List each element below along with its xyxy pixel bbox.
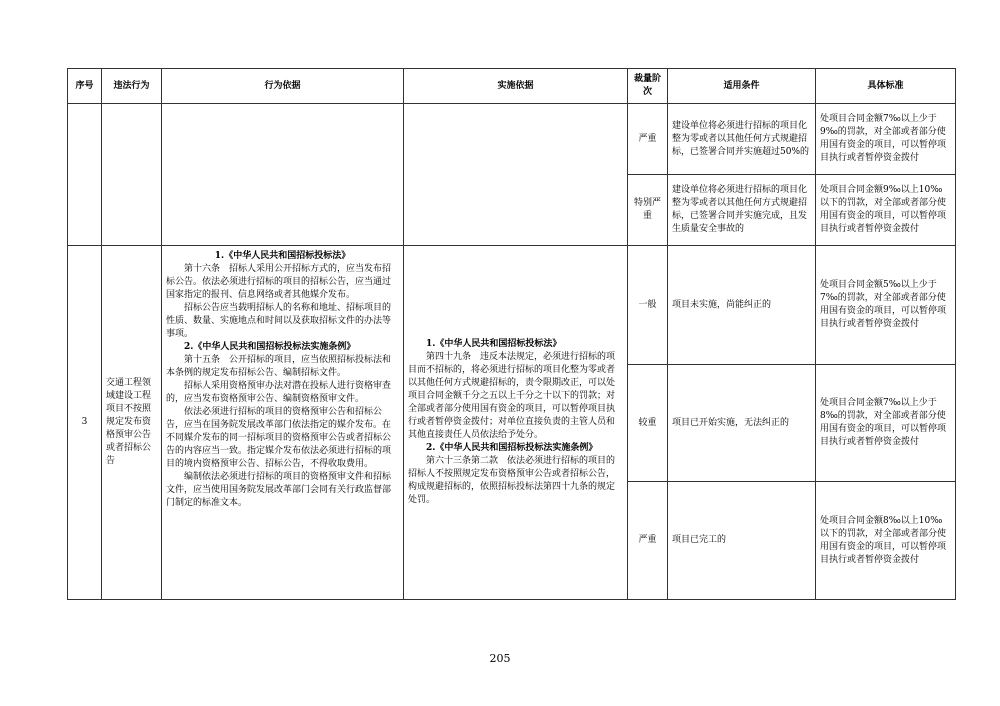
prev-basis-cell — [162, 104, 404, 246]
article-text: 第十五条 公开招标的项目，应当依照招标投标法和本条例的规定发布招标公告、编制招标文件。 — [166, 355, 392, 378]
header-impl: 实施依据 — [404, 69, 628, 104]
level-cell: 一般 — [628, 246, 668, 365]
header-no: 序号 — [68, 69, 102, 104]
header-row — [68, 69, 956, 104]
condition-cell: 项目已完工的 — [668, 482, 816, 600]
legal-basis — [162, 246, 404, 600]
condition-cell: 建设单位将必须进行招标的项目化整为零或者以其他任何方式规避招标，已签署合同并实施完成，且发生质量安全事故的 — [668, 175, 816, 246]
header-basis: 行为依据 — [162, 69, 404, 104]
level-cell: 较重 — [628, 365, 668, 482]
prev-act-cell — [102, 104, 162, 246]
header-std: 具体标准 — [816, 69, 956, 104]
penalty-table — [67, 68, 956, 600]
law-title: 1.《中华人民共和国招标投标法》 — [426, 339, 562, 349]
article-text: 第四十九条 违反本法规定，必须进行招标的项目而不招标的，将必须进行招标的项目化整为零或者以其他任何方式规避招标的，责令限期改正，可以处项目合同金额千分之五以上千分之十以下的罚款；对全部或者部分使用国有资金的项目，可以暂停项目执行或者暂停资金拨付；对单位直接负责的主管人员和其他直接责任人员依法给予处分。 — [408, 352, 616, 440]
table-row — [68, 246, 956, 365]
prev-no-cell — [68, 104, 102, 246]
table-row — [68, 104, 956, 175]
article-text: 第十六条 招标人采用公开招标方式的，应当发布招标公告。依法必须进行招标的项目的招标公告，应当通过国家指定的报刊、信息网络或者其他媒介发布。 — [166, 264, 392, 300]
row-number: 3 — [68, 246, 102, 600]
standard-cell: 处项目合同金额8‰以上10‰以下的罚款，对全部或者部分使用国有资金的项目，可以暂停项目执行或者暂停资金拨付 — [816, 482, 956, 600]
article-text: 招标公告应当载明招标人的名称和地址、招标项目的性质、数量、实施地点和时间以及获取招标文件的办法等事项。 — [166, 303, 392, 339]
article-text: 第六十三条第二款 依法必须进行招标的项目的招标人不按照规定发布资格预审公告或者招标公告，构成规避招标的，依照招标投标法第四十九条的规定处罚。 — [408, 456, 616, 505]
article-text: 依法必须进行招标的项目的资格预审公告和招标公告，应当在国务院发展改革部门依法指定的媒介发布。在不同媒介发布的同一招标项目的资格预审公告或者招标公告的内容应当一致。指定媒介发布依法必须进行招标的项目的境内资格预审公告、招标公告，不得收取费用。 — [166, 407, 392, 469]
law-title: 2.《中华人民共和国招标投标法实施条例》 — [184, 342, 356, 352]
standard-cell: 处项目合同金额9‰以上10‰以下的罚款，对全部或者部分使用国有资金的项目，可以暂停项目执行或者暂停资金拨付 — [816, 175, 956, 246]
prev-impl-cell — [404, 104, 628, 246]
header-level: 裁量阶次 — [628, 69, 668, 104]
condition-cell: 项目已开始实施，无法纠正的 — [668, 365, 816, 482]
implementation-basis — [404, 246, 628, 600]
standard-cell: 处项目合同金额7‰以上少于9‰的罚款，对全部或者部分使用国有资金的项目，可以暂停项目执行或者暂停资金拨付 — [816, 104, 956, 175]
level-cell: 严重 — [628, 482, 668, 600]
condition-cell: 项目未实施，尚能纠正的 — [668, 246, 816, 365]
header-act: 违法行为 — [102, 69, 162, 104]
header-cond: 适用条件 — [668, 69, 816, 104]
standard-cell: 处项目合同金额5‰以上少于7‰的罚款，对全部或者部分使用国有资金的项目，可以暂停项目执行或者暂停资金拨付 — [816, 246, 956, 365]
level-cell: 特别严重 — [628, 175, 668, 246]
standard-cell: 处项目合同金额7‰以上少于8‰的罚款，对全部或者部分使用国有资金的项目，可以暂停项目执行或者暂停资金拨付 — [816, 365, 956, 482]
article-text: 招标人采用资格预审办法对潜在投标人进行资格审查的，应当发布资格预审公告、编制资格预审文件。 — [166, 381, 392, 404]
level-cell: 严重 — [628, 104, 668, 175]
article-text: 编制依法必须进行招标的项目的资格预审文件和招标文件，应当使用国务院发展改革部门会同有关行政监督部门制定的标准文本。 — [166, 472, 392, 508]
page-number: 205 — [489, 652, 511, 665]
law-title: 2.《中华人民共和国招标投标法实施条例》 — [426, 443, 598, 453]
condition-cell: 建设单位将必须进行招标的项目化整为零或者以其他任何方式规避招标，已签署合同并实施超过50%的 — [668, 104, 816, 175]
violation-act: 交通工程领域建设工程项目不按照规定发布资格预审公告或者招标公告 — [102, 246, 162, 600]
law-title: 1.《中华人民共和国招标投标法》 — [214, 251, 351, 261]
